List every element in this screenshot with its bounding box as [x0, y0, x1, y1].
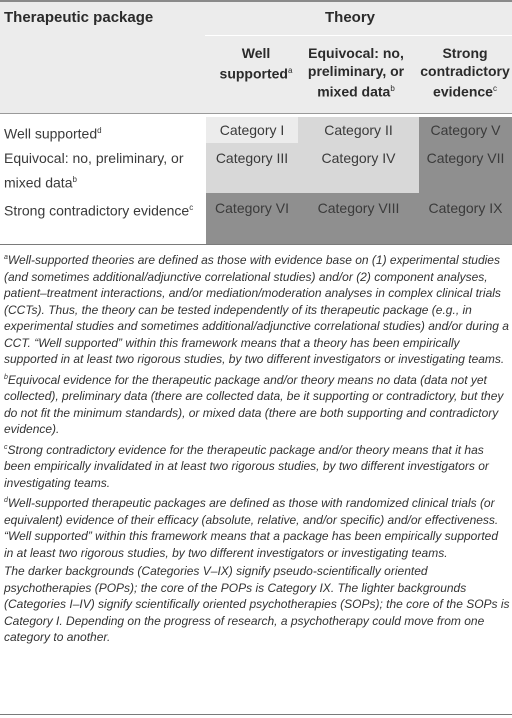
subheader-equivocal [296, 44, 416, 101]
column-header-package: Therapeutic package [4, 9, 154, 26]
subheader-strong-sup: c [492, 84, 497, 93]
cell-text: Category II [324, 122, 393, 138]
cell-text: Category IX [428, 200, 503, 216]
subheader-equivocal-text: Equivocal: no, preliminary, or mixed data [307, 45, 405, 100]
cell-text: Category III [215, 150, 289, 166]
cell-category-vii [419, 143, 512, 193]
table-bottom-rule [0, 244, 512, 245]
cell-category-i [206, 117, 298, 143]
cell-text: Category I [219, 122, 285, 138]
subheader-strong-contradictory [419, 44, 511, 101]
row-label-sup: b [72, 175, 77, 184]
header-bottom-rule [0, 113, 512, 114]
row-label-text: Strong contradictory evidence [4, 202, 190, 219]
cell-category-ii [298, 117, 419, 143]
row-label-strong-contradictory [4, 197, 204, 222]
row-label-well-supported [4, 120, 204, 145]
footnote-final [4, 563, 510, 646]
subheader-well-sup: a [288, 66, 293, 75]
footnote-text: The darker backgrounds (Categories V–IX) signify pseudo-scientifically oriented psychotherapies (POPs); the core of the POPs is Category IX. The lighter backgrounds (Categories I–IV) signify scientifically oriented psychotherapies (SOPs); the core of the SOPs is Category I. Depending on the progress of research, a psychotherapy could move from one category to another. [4, 564, 510, 644]
bottom-rule [0, 714, 512, 715]
footnote-text: Well-supported theories are defined as those with evidence base on (1) experimental studies (and sometimes additional/adjunctive correlational studies) and/or (2) component analyses, patient–treatment interactions, and/or mediation/moderation analyses in complex clinical trials (CCTs). Thus, the theory can be tested independently of its therapeutic package (e.g., in experimental studies and sometimes additional/adjunctive correlational studies) and/or during a CCT. “Well supported” within this framework means that a theory has been empirically supported in at least two rigorous studies, by two different investigators or investigating teams. [4, 253, 509, 366]
cell-category-vi [206, 193, 298, 244]
cell-category-v [419, 117, 512, 143]
cell-category-viii [298, 193, 419, 244]
cell-text: Category V [430, 122, 501, 138]
subheader-well-supported [206, 44, 306, 83]
subheader-well-text: Well supported [219, 45, 288, 82]
subheader-equivocal-sup: b [390, 84, 395, 93]
row-label-sup: c [189, 203, 194, 212]
cell-category-iv [298, 143, 419, 193]
column-header-theory: Theory [325, 9, 376, 26]
theory-underline [205, 35, 512, 36]
footnote-text: Well-supported therapeutic packages are defined as those with randomized clinical trials (or equivalent) evidence of their efficacy (absolute, relative, and/or specific) and/or effectiveness. “Well supported” within this framework means that a package has been empirically supported in at least two rigorous studies, by two different investigators or investigating teams. [4, 496, 499, 560]
row-label-text: Well supported [4, 125, 98, 142]
footnote-marker: c [4, 443, 8, 451]
top-rule [0, 0, 512, 2]
footnote-marker: d [4, 497, 8, 504]
footnote-marker: a [4, 254, 8, 261]
footnote-marker: b [4, 373, 8, 381]
row-label-text: Equivocal: no, preliminary, or mixed data [4, 150, 184, 191]
cell-category-ix [419, 193, 512, 244]
subheader-strong-text: Strong contradictory evidence [420, 45, 510, 100]
footnote-text: Strong contradictory evidence for the therapeutic package and/or theory means that it has been empirically invalidated in at least two rigorous studies, by two different investigators or investigating teams. [4, 442, 489, 490]
cell-text: Category IV [321, 150, 396, 166]
cell-text: Category VII [426, 150, 505, 166]
footnote-c [4, 440, 510, 492]
row-label-sup: d [97, 126, 102, 135]
footnote-b [4, 370, 510, 438]
cell-category-iii [206, 143, 298, 193]
footnote-a [4, 250, 510, 368]
footnote-text: Equivocal evidence for the therapeutic package and/or theory means no data (data not yet collected), preliminary data (there are collected data, be it supporting or contradictory, but they do not fit the minimum standards), or mixed data (there are both supporting and contradictory evidence). [4, 372, 504, 436]
cell-text: Category VI [215, 200, 289, 216]
row-label-equivocal [4, 148, 204, 194]
table-footnotes [4, 250, 510, 648]
cell-text: Category VIII [317, 200, 400, 216]
footnote-d [4, 493, 510, 561]
